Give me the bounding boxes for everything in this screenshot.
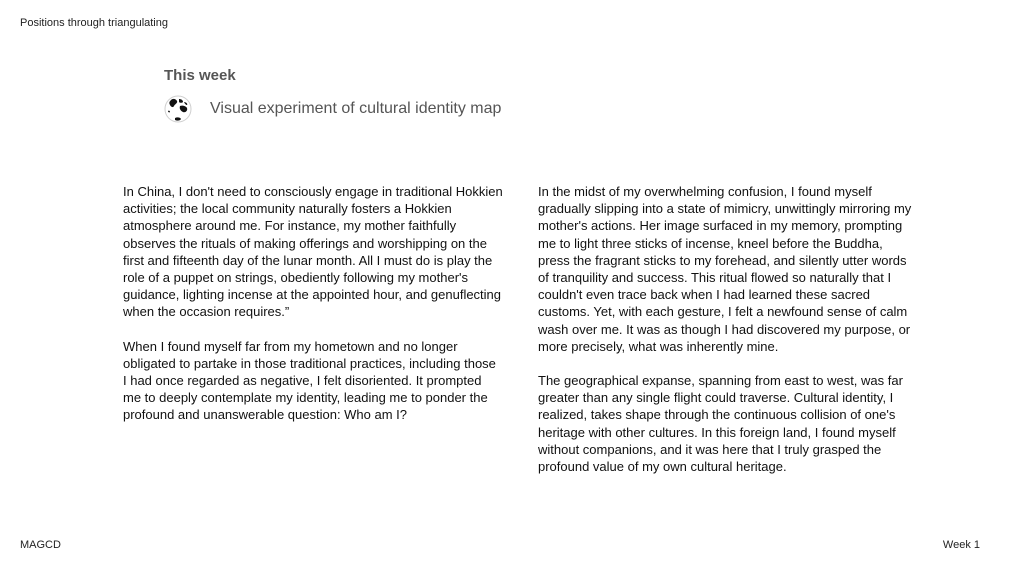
globe-icon [163,94,193,124]
right-paragraph-2: The geographical expanse, spanning from east to west, was far greater than any single flight could traverse. Cultural identity, I realized, takes shape through the continuous collision of one's heritage with other cultures. In this foreign land, I found myself without companions, and it was here that I truly grasped the profound value of my own cultural heritage. [538,373,903,475]
left-paragraph-1: In China, I don't need to consciously engage in traditional Hokkien activities; the local community naturally fosters a Hokkien atmosphere around me. For instance, my mother faithfully observes the rituals of making offerings and worshipping on the first and fifteenth day of the lunar month. All I must do is play the role of a puppet on strings, obediently following my mother's guidance, lighting incense at the appointed hour, and genuflecting when the occasion requires.” [123,184,503,320]
footer-program: MAGCD [20,539,61,551]
running-header: Positions through triangulating [20,17,168,29]
right-paragraph-1: In the midst of my overwhelming confusion, I found myself gradually slipping into a state of mimicry, unwittingly mirroring my mother's actions. Her image surfaced in my memory, prompting me to light three sticks of incense, kneel before the Buddha, press the fragrant sticks to my forehead, and silently utter words of tranquility and success. This ritual flowed so naturally that I couldn't even trace back when I had learned these sacred customs. Yet, with each gesture, I felt a newfound sense of calm wash over me. It was as though I had discovered my purpose, or more precisely, what was inherently mine. [538,184,912,354]
section-heading: This week [164,67,236,84]
topic-row [163,94,501,124]
left-paragraph-2: When I found myself far from my hometown and no longer obligated to partake in those traditional practices, including those I had once regarded as negative, I felt disoriented. It prompted me to deeply contemplate my identity, leading me to ponder the profound and unanswerable question: Who am I? [123,338,496,423]
right-column [538,183,918,475]
topic-title: Visual experiment of cultural identity map [210,100,502,117]
left-column [123,183,503,424]
footer-week: Week 1 [942,539,980,551]
